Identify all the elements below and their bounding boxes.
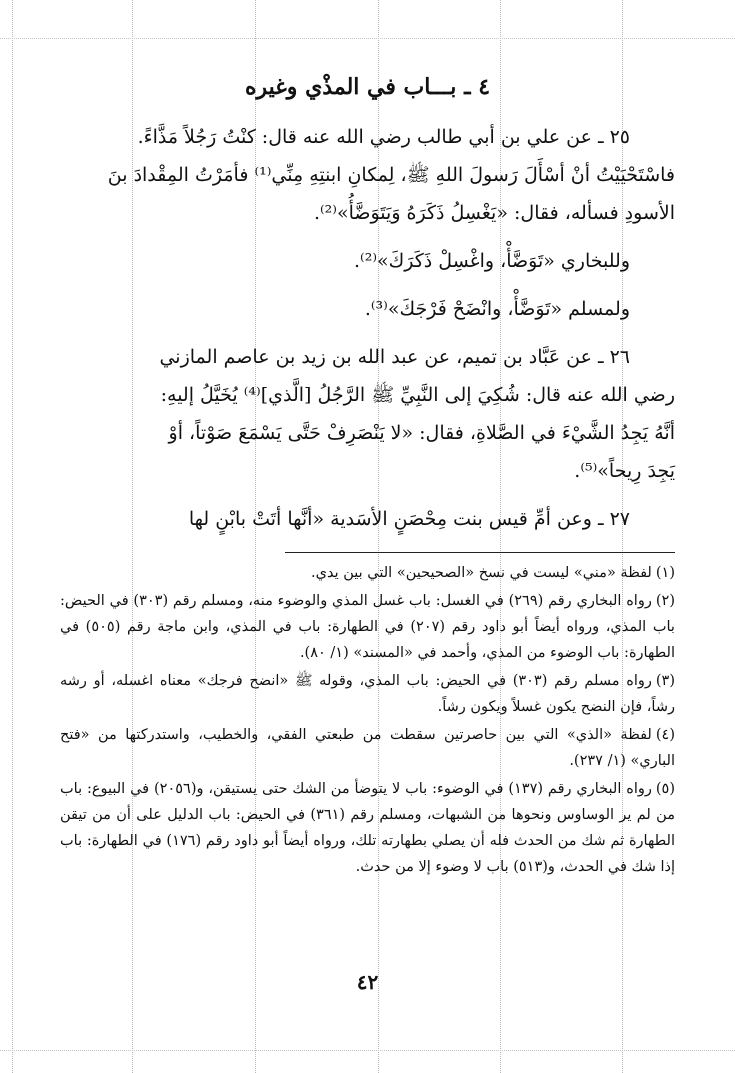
footnote-number: (٤) (655, 727, 675, 743)
hadith-25-line-2: فاسْتَحْيَيْتُ أنْ أسْأَلَ رَسولَ اللهِ ﷺ، لِمكانِ ابنتِهِ مِنِّي⁽¹⁾ فأمَرْتُ المِقْدادَ بنَ (107, 164, 675, 186)
footnote-text: لفظة «الذي» التي بين حاصرتين سقطت من طبعتي الفقي، والخطيب، واستدركتها من «فتح الباري» (١/ ٢٣٧). (60, 727, 675, 769)
footnote-number: (٢) (655, 593, 675, 609)
hadith-25-line-3: الأسودِ فسأله، فقال: «يَغْسِلُ ذَكَرَهُ وَيَتَوَضَّأُ»⁽²⁾. (313, 202, 675, 224)
hadith-26-line-1: ٢٦ ـ عن عَبَّاد بن تميم، عن عبد الله بن زيد بن عاصم المازني (159, 346, 630, 368)
hadith-26-line-4: يَجِدَ رِيحاً»⁽⁵⁾. (574, 460, 675, 482)
footnote (60, 588, 675, 666)
footnotes (60, 560, 675, 882)
footnote (60, 722, 675, 774)
footnote (60, 776, 675, 880)
footnote-text: لفظة «مني» ليست في نسخ «الصحيحين» التي بين يدي. (311, 565, 652, 581)
footnote-number: (٣) (655, 673, 675, 689)
main-text (60, 118, 675, 538)
hadith-26-line-3: أنَّهُ يَجِدُ الشَّيْءَ في الصَّلاةِ، فقال: «لا يَنْصَرِفْ حَتَّى يَسْمَعَ صَوْتاً، أوْ (168, 422, 675, 444)
hadith-25-line-1: ٢٥ ـ عن علي بن أبي طالب رضي الله عنه قال: كنْتُ رَجُلاً مَذَّاءً. (137, 126, 630, 148)
bukhari-variant: وللبخاري «تَوَضَّأْ، واغْسِلْ ذَكَرَكَ»⁽²⁾. (353, 250, 630, 272)
footnote-number: (٥) (655, 781, 675, 797)
footnote (60, 668, 675, 720)
hadith-27-line-1: ٢٧ ـ وعن أمِّ قيس بنت مِحْصَنٍ الأسَدية «أنَّها أتَتْ بابْنٍ لها (188, 508, 630, 530)
hadith-26-line-2: رضي الله عنه قال: شُكِيَ إلى النَّبِيِّ ﷺ الرَّجُلُ [الَّذي]⁽⁴⁾ يُخَيَّلُ إليهِ: (160, 384, 675, 406)
chapter-title: ٤ ـ بـــاب في المذْي وغيره (244, 74, 491, 100)
footnote-text: رواه البخاري رقم (١٣٧) في الوضوء: باب لا يتوضأ من الشك حتى يستيقن، و(٢٠٥٦) في البيوع: باب من لم ير الوساوس ونحوها من الشبهات، ومسلم رقم (٣٦١) في الحيض: باب الدليل على أن من تيقن الطهارة ثم شك من الحدث فله أن يصلي بطهارته تلك، ورواه أيضاً أبو داود رقم (١٧٦) في الطهارة: باب إذا شك في الحدث، و(٥١٣) باب لا وضوء إلا من حدث. (60, 781, 675, 875)
muslim-variant: ولمسلم «تَوَضَّأْ، وانْضَحْ فَرْجَكَ»⁽³⁾. (364, 298, 630, 320)
footnote-text: رواه مسلم رقم (٣٠٣) في الحيض: باب المذي، وقوله ﷺ «انضح فرجك» معناه اغسله، أو رشه رشاً، فإن النضح يكون غسلاً ويكون رشاً. (60, 673, 675, 715)
footnote-number: (١) (655, 565, 675, 581)
footnote-divider (285, 552, 675, 553)
book-page (60, 60, 675, 1060)
footnote-text: رواه البخاري رقم (٢٦٩) في الغسل: باب غسل المذي والوضوء منه، ومسلم رقم (٣٠٣) في الحيض: باب المذي، ورواه أيضاً أبو داود رقم (٢٠٧) في الطهارة: باب في المذي، وابن ماجة رقم (٥٠٥) في الطهارة: باب الوضوء من المذي، وأحمد في «المسند» (١/ ٨٠). (60, 593, 675, 661)
page-number: ٤٢ (356, 970, 379, 994)
footnote (60, 560, 675, 586)
